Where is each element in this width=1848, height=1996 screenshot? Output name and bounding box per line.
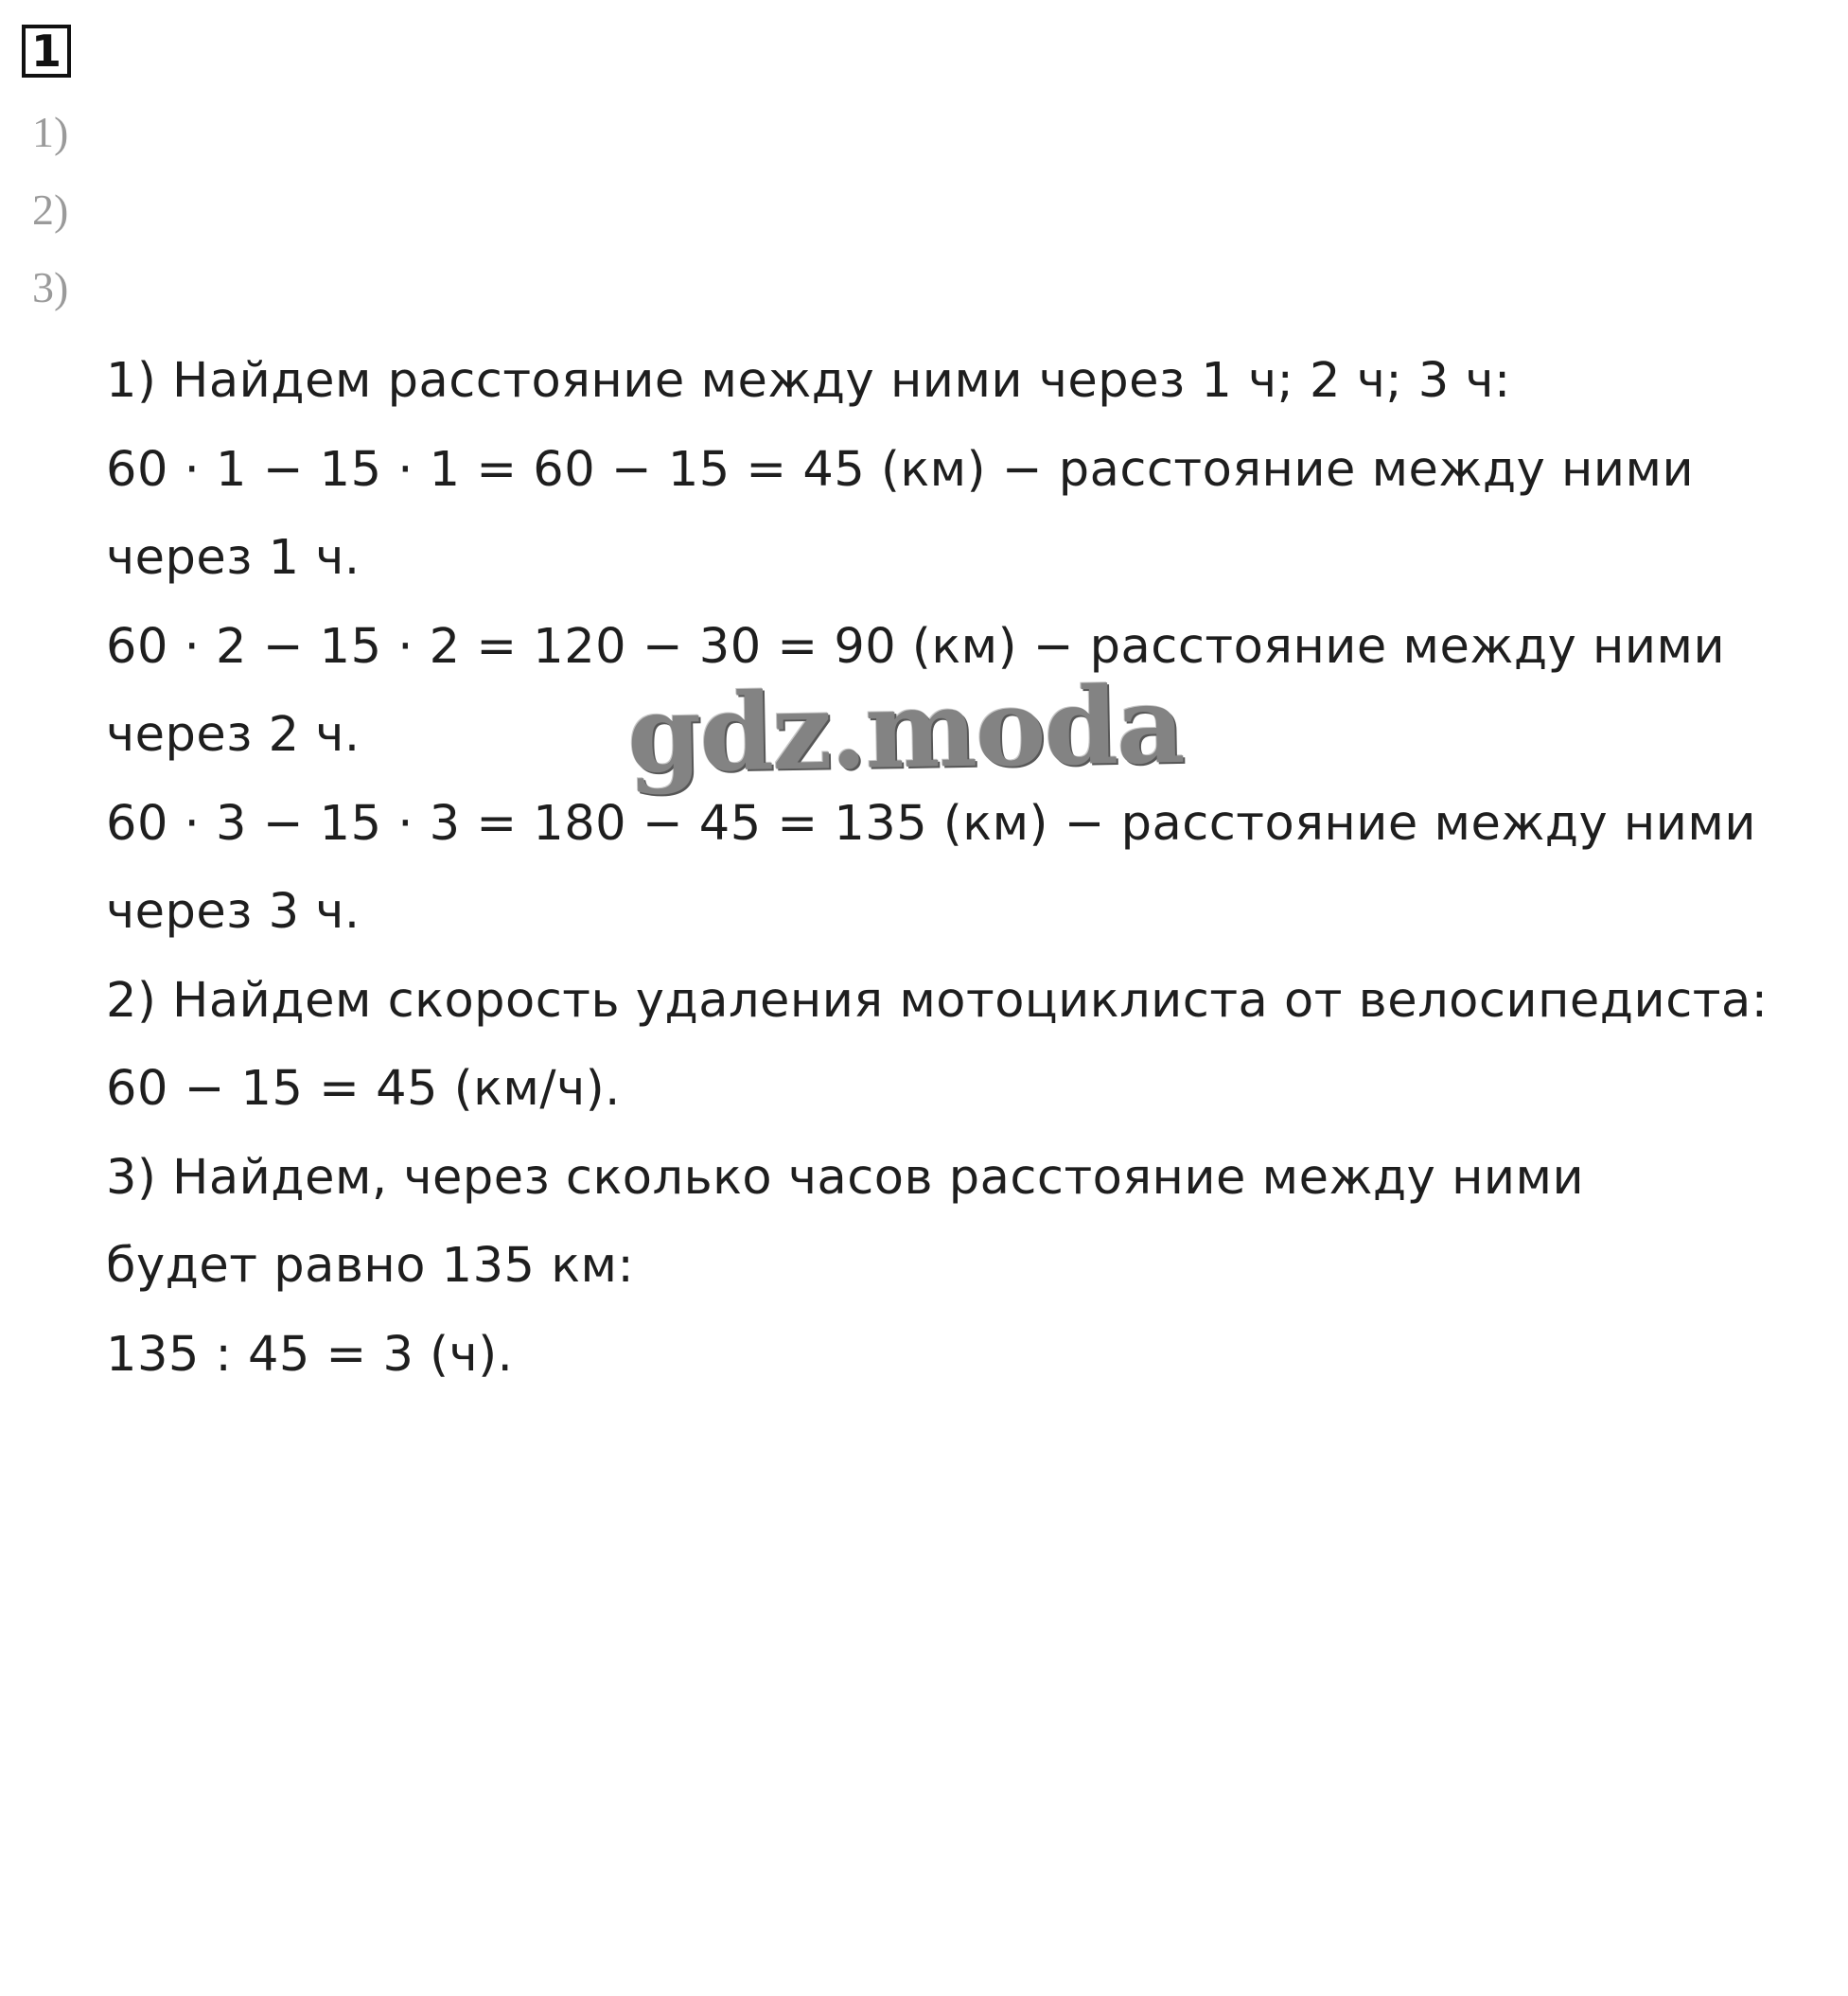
sub-marker-3: 3): [32, 263, 69, 311]
solution-line: через 1 ч.: [106, 530, 361, 586]
solution-text: [106, 350, 1771, 1412]
sub-marker-1: 1): [32, 108, 69, 156]
sub-task-markers: [32, 106, 68, 339]
solution-line: будет равно 135 км:: [106, 1238, 635, 1294]
task-number-box: 1: [22, 25, 71, 78]
solution-line: 135 : 45 = 3 (ч).: [106, 1326, 514, 1383]
solution-line: 60 · 3 − 15 · 3 = 180 − 45 = 135 (км) − расстояние между ними: [106, 795, 1757, 852]
solution-line: 60 − 15 = 45 (км/ч).: [106, 1061, 621, 1117]
watermark-logo: gdz.moda: [625, 662, 1185, 798]
solution-line: через 3 ч.: [106, 884, 361, 940]
solution-line: 1) Найдем расстояние между ними через 1 ч; 2 ч; 3 ч:: [106, 353, 1511, 409]
solution-line: 2) Найдем скорость удаления мотоциклиста от велосипедиста:: [106, 972, 1769, 1029]
solution-line: 60 · 2 − 15 · 2 = 120 − 30 = 90 (км) − расстояние между ними: [106, 618, 1726, 675]
sub-marker-2: 2): [32, 185, 69, 234]
solution-line: 60 · 1 − 15 · 1 = 60 − 15 = 45 (км) − расстояние между ними: [106, 441, 1695, 498]
solution-line: 3) Найдем, через сколько часов расстояние между ними: [106, 1149, 1585, 1206]
solution-line: через 2 ч.: [106, 707, 361, 763]
